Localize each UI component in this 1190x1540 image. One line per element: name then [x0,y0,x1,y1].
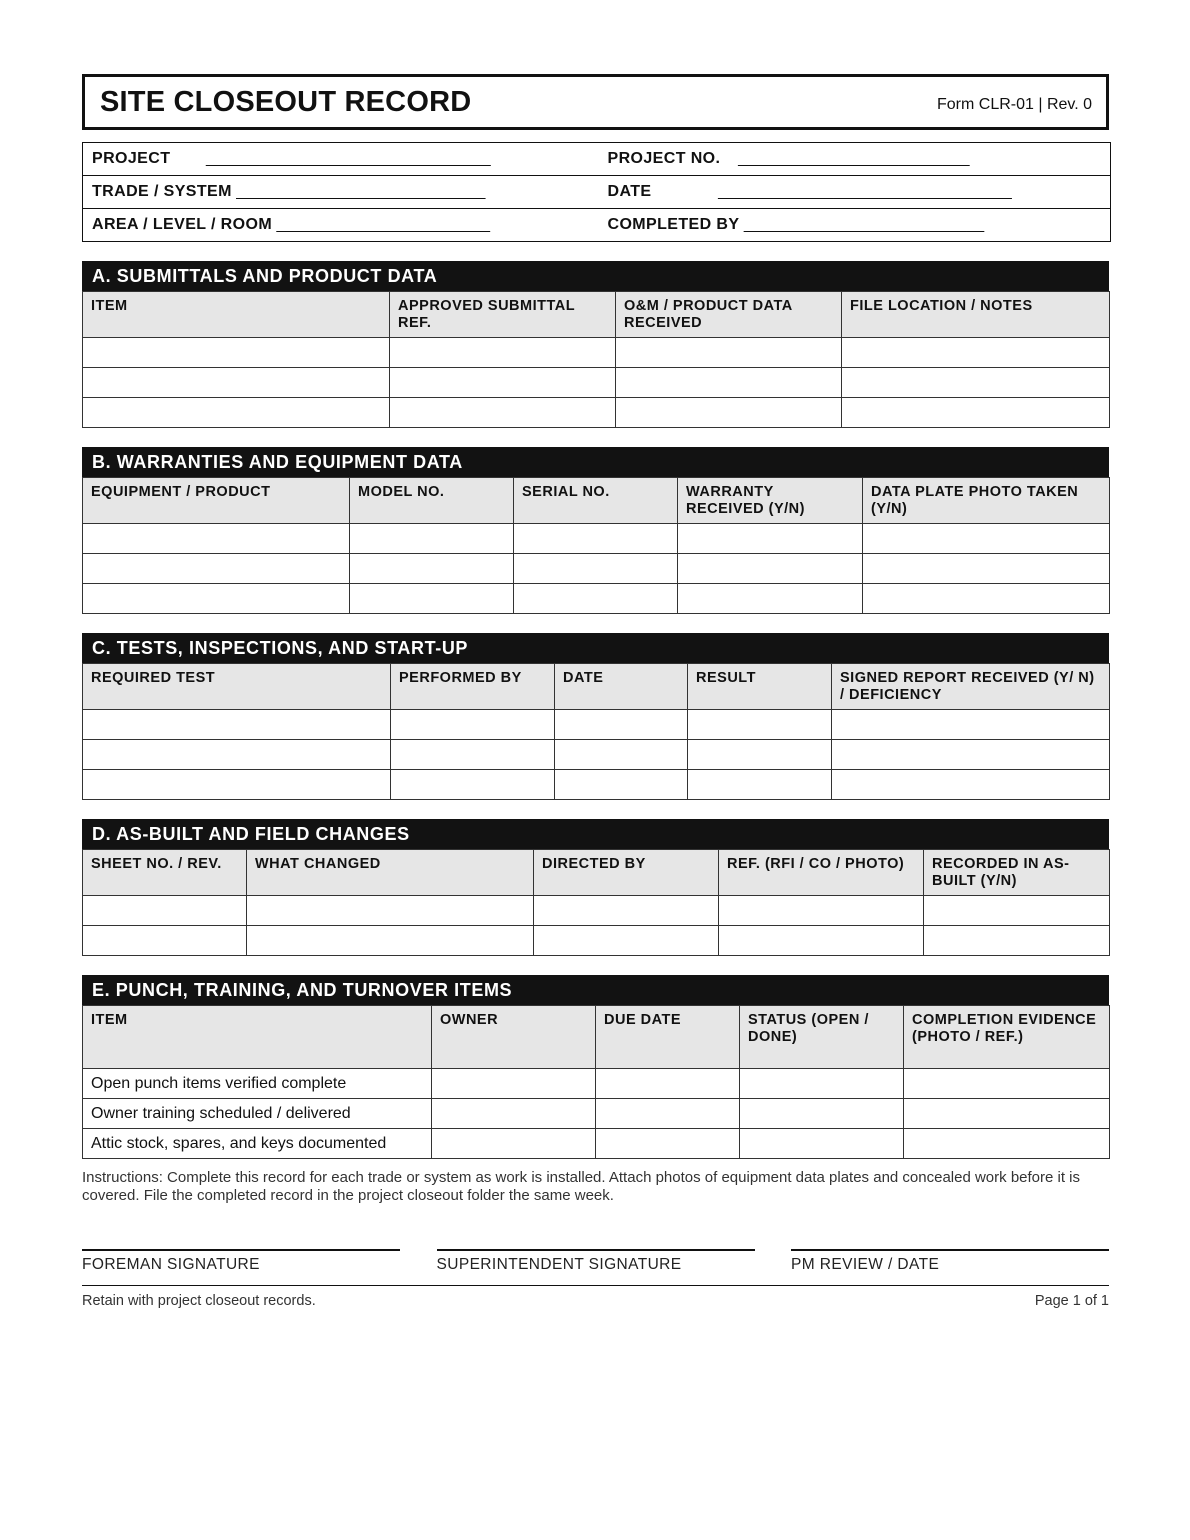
section-c [82,633,1109,800]
project-no-blank: __________________________ [720,150,970,167]
table-cell[interactable] [390,368,616,398]
page-number: Page 1 of 1 [1034,1293,1109,1309]
trade-field[interactable] [83,176,595,208]
table-cell[interactable] [432,1069,596,1099]
table-cell[interactable] [534,926,719,956]
signature-line [437,1249,755,1251]
submittals-table [82,291,1110,428]
table-row [83,1069,1110,1099]
section-b-title: B. WARRANTIES AND EQUIPMENT DATA [82,447,1109,477]
table-cell[interactable] [863,554,1110,584]
table-cell[interactable] [924,896,1110,926]
area-field[interactable] [83,209,595,241]
table-cell[interactable] [740,1069,904,1099]
table-cell[interactable] [350,584,514,614]
table-cell[interactable] [616,398,842,428]
foreman-signature-block[interactable] [82,1249,400,1274]
column-header: RECORDED IN AS-BUILT (Y/N) [924,850,1110,896]
table-cell[interactable] [924,926,1110,956]
table-cell[interactable] [83,554,350,584]
as-built-table [82,849,1110,956]
column-header: OWNER [432,1006,596,1069]
table-cell[interactable] [83,524,350,554]
table-cell[interactable] [514,584,678,614]
trade-label: TRADE / SYSTEM [92,183,232,200]
section-b [82,447,1109,614]
table-cell[interactable] [514,554,678,584]
column-header: EQUIPMENT / PRODUCT [83,478,350,524]
page-footer [82,1293,1109,1309]
table-cell[interactable] [678,524,863,554]
project-no-label: PROJECT NO. [607,150,721,167]
table-cell[interactable] [247,896,534,926]
table-row [83,770,1110,800]
section-a [82,261,1109,428]
column-header: ITEM [83,1006,432,1069]
section-a-title: A. SUBMITTALS AND PRODUCT DATA [82,261,1109,291]
table-row [83,1099,1110,1129]
table-cell[interactable] [678,554,863,584]
column-header: WHAT CHANGED [247,850,534,896]
table-row [83,524,1110,554]
instructions-text: Instructions: Complete this record for each trade or system as work is installed. Attach photos of equipment data plates and concealed work before it is covered. File the completed record in the project closeout folder the same week. [82,1169,1081,1204]
table-cell[interactable] [688,710,832,740]
section-e-title: E. PUNCH, TRAINING, AND TURNOVER ITEMS [82,975,1109,1005]
completed-by-blank: ___________________________ [739,216,985,233]
table-cell[interactable] [616,338,842,368]
trade-blank: ____________________________ [231,183,486,200]
title-block [82,74,1109,130]
table-cell[interactable] [719,926,924,956]
table-cell[interactable] [842,368,1110,398]
table-cell[interactable] [596,1099,740,1129]
table-row [83,584,1110,614]
table-cell[interactable] [350,554,514,584]
table-cell[interactable] [719,896,924,926]
table-cell[interactable] [832,770,1110,800]
column-header: COMPLETION EVIDENCE (PHOTO / REF.) [904,1006,1110,1069]
item-cell: Attic stock, spares, and keys documented [83,1129,432,1159]
info-row [83,143,1110,176]
table-cell[interactable] [534,896,719,926]
table-cell[interactable] [688,740,832,770]
table-cell[interactable] [842,398,1110,428]
table-cell[interactable] [842,338,1110,368]
table-cell[interactable] [83,896,247,926]
table-cell[interactable] [83,368,390,398]
table-row [83,896,1110,926]
column-header: WARRANTY RECEIVED (Y/N) [678,478,863,524]
table-cell[interactable] [616,368,842,398]
table-row [83,926,1110,956]
table-row [83,398,1110,428]
signature-label: FOREMAN SIGNATURE [82,1256,260,1273]
table-cell[interactable] [740,1099,904,1129]
column-header: O&M / PRODUCT DATA RECEIVED [616,292,842,338]
table-header-row [83,664,1110,710]
info-row [83,176,1110,209]
table-cell[interactable] [555,710,688,740]
table-cell[interactable] [390,398,616,428]
column-header: RESULT [688,664,832,710]
column-header: APPROVED SUBMITTAL REF. [390,292,616,338]
column-header: SHEET NO. / REV. [83,850,247,896]
column-header: STATUS (OPEN / DONE) [740,1006,904,1069]
pm-review-block[interactable] [791,1249,1109,1274]
table-cell[interactable] [350,524,514,554]
table-cell[interactable] [391,710,555,740]
table-cell[interactable] [514,524,678,554]
column-header: REQUIRED TEST [83,664,391,710]
section-d-title: D. AS-BUILT AND FIELD CHANGES [82,819,1109,849]
completed-by-field[interactable] [595,209,1111,241]
table-cell[interactable] [83,710,391,740]
table-cell[interactable] [83,740,391,770]
table-cell[interactable] [390,338,616,368]
item-cell: Owner training scheduled / delivered [83,1099,432,1129]
table-cell[interactable] [863,524,1110,554]
table-cell[interactable] [596,1129,740,1159]
signature-line [791,1249,1109,1251]
table-header-row [83,292,1110,338]
column-header: SIGNED REPORT RECEIVED (Y/ N) / DEFICIENCY [832,664,1110,710]
section-d [82,819,1109,956]
table-cell[interactable] [391,740,555,770]
table-row [83,1129,1110,1159]
table-header-row [83,850,1110,896]
table-cell[interactable] [904,1069,1110,1099]
table-cell[interactable] [596,1069,740,1099]
column-header: DUE DATE [596,1006,740,1069]
area-blank: ________________________ [272,216,491,233]
warranties-table [82,477,1110,614]
table-cell[interactable] [740,1129,904,1159]
column-header: PERFORMED BY [391,664,555,710]
date-field[interactable] [595,176,1111,208]
table-cell[interactable] [832,710,1110,740]
project-label: PROJECT [92,150,171,167]
table-cell[interactable] [83,584,350,614]
project-info-block [82,142,1111,242]
completed-by-label: COMPLETED BY [607,216,740,233]
section-e [82,975,1109,1159]
table-header-row [83,1006,1110,1069]
table-cell[interactable] [391,770,555,800]
table-cell[interactable] [555,740,688,770]
table-cell[interactable] [247,926,534,956]
info-row [83,209,1110,241]
area-label: AREA / LEVEL / ROOM [92,216,273,233]
table-cell[interactable] [432,1099,596,1129]
column-header: FILE LOCATION / NOTES [842,292,1110,338]
column-header: SERIAL NO. [514,478,678,524]
table-row [83,338,1110,368]
table-cell[interactable] [688,770,832,800]
table-header-row [83,478,1110,524]
column-header: ITEM [83,292,390,338]
table-cell[interactable] [904,1099,1110,1129]
form-number: Form CLR-01 | Rev. 0 [936,96,1092,113]
table-cell[interactable] [83,398,390,428]
table-row [83,368,1110,398]
signature-row [82,1249,1109,1274]
column-header: DATA PLATE PHOTO TAKEN (Y/N) [863,478,1110,524]
table-row [83,554,1110,584]
table-cell[interactable] [83,338,390,368]
column-header: MODEL NO. [350,478,514,524]
superintendent-signature-block[interactable] [437,1249,755,1274]
column-header: DIRECTED BY [534,850,719,896]
item-cell: Open punch items verified complete [83,1069,432,1099]
signature-label: PM REVIEW / DATE [791,1256,940,1273]
table-cell[interactable] [832,740,1110,770]
project-blank: ________________________________ [170,150,491,167]
section-c-title: C. TESTS, INSPECTIONS, AND START-UP [82,633,1109,663]
project-field[interactable] [83,143,595,175]
signature-line [82,1249,400,1251]
retention-note: Retain with project closeout records. [82,1293,316,1309]
tests-table [82,663,1110,800]
table-cell[interactable] [83,770,391,800]
table-cell[interactable] [678,584,863,614]
table-row [83,710,1110,740]
table-cell[interactable] [432,1129,596,1159]
table-cell[interactable] [555,770,688,800]
table-cell[interactable] [863,584,1110,614]
column-header: REF. (RFI / CO / PHOTO) [719,850,924,896]
date-label: DATE [607,183,652,200]
project-no-field[interactable] [595,143,1111,175]
punch-table [82,1005,1110,1159]
column-header: DATE [555,664,688,710]
footer-divider [82,1285,1109,1286]
signature-label: SUPERINTENDENT SIGNATURE [436,1256,682,1273]
table-cell[interactable] [904,1129,1110,1159]
date-blank: _________________________________ [651,183,1012,200]
page-title: SITE CLOSEOUT RECORD [100,85,472,118]
table-row [83,740,1110,770]
closeout-form [82,74,1109,1309]
table-cell[interactable] [83,926,247,956]
